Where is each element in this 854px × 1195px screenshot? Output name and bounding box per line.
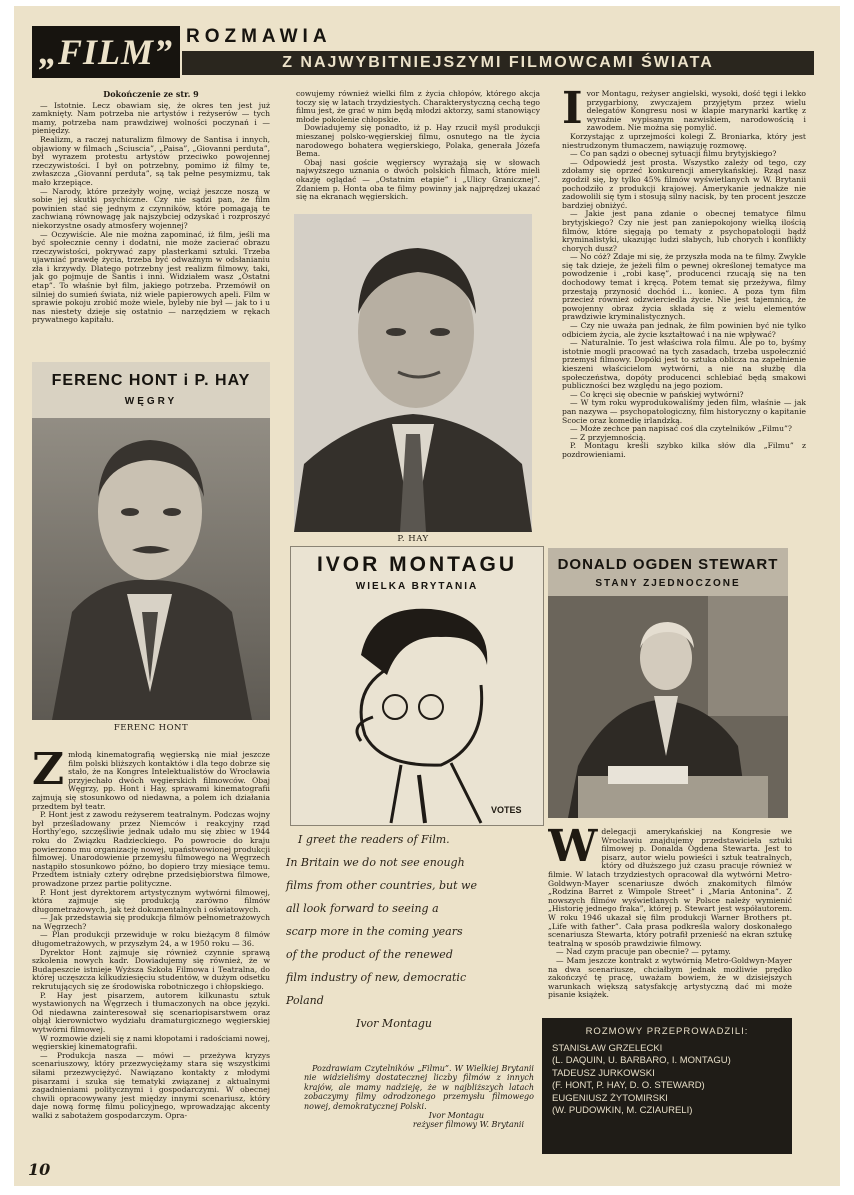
paragraph: Dowiadujemy się ponadto, iż p. Hay rzucił myśl produkcji mieszanej polsko-węgierskiej filmu, osnutego na tle życia narodowego bohatera węgierskiego, Polaka, generała Józefa Bema. [296,123,540,159]
hay-photo [294,214,532,532]
paragraph: — Co kręci się obecnie w pańskiej wytwórni? [570,389,744,399]
paragraph: P. Hay jest pisarzem, autorem kilkunastu sztuk wystawionych na Węgrzech i tłumaczonych na obce języki. Od niedawna zainteresował się scenariopisarstwem oraz objął kierownictwo wydziału dramaturgicznego węgierskiej wytwórni filmowej. [32,990,270,1034]
paragraph: delegacji amerykańskiej na Kongresie we Wrocławiu znajdujemy przedstawiciela sztuki filmowej p. Donalda Ogdena Stewarta. Jest to pisarz, autor wielu powieści i sztuk teatralnych, który od dłuższego już czasu pracuje również w filmie. W latach trzydziestych opracował dla wytwórni Metro-Goldwyn-Mayer scenariusze dwóch znakomitych filmów „Rodzina Barret z Wimpole Street” i „Maria Antonina”. Z nowszych filmów wyświetlanych w Polsce należy wymienić „Historię jednego fraka”, której p. Stewart jest współautorem. W roku 1946 ukazał się film produkcji Warner Brothers pt. „Life with father”. Cała prasa podkreśla walory doskonałego scenariusza Stewarta, który potrafił przenieść na ekran sztukę teatralną w sposób prawdziwie filmowy. [548,828,792,948]
hay-caption: P. HAY [397,534,429,544]
hont-photo [32,362,270,720]
handwriting-line: In Britain we do not see enough [286,856,465,869]
hont-country: WĘGRY [124,396,178,407]
stewart-photo [548,548,788,818]
paragraph: — Co pan sądzi o obecnej sytuacji filmu brytyjskiego? [570,149,777,159]
paragraph: — Narody, które przeżyły wojnę, wciąż jeszcze noszą w sobie jej skutki psychiczne. Czy nie sądzi pan, że film powinien stać się jednym z czynników, które pomagają te zachwianą równowagę jak najszybciej odzyskać i rozproszyć niekorzystne osady atmosfery wojennej? [32,186,270,230]
montagu-country: WIELKA BRYTANIA [355,581,479,592]
header-line1: ROZMAWIA [186,26,332,47]
stewart-photo-image [548,596,788,818]
paragraph: — No cóż? Zdaje mi się, że przyszła moda na te filmy. Zwykle się tak dzieje, że jeżeli film o pewnej określonej tematyce ma powodzenie i „robi kasę”, producenci rzucają się na ten dochodowy temat i kręcą. Potem temat się przeżywa, filmy przestają przynosić dochód i... koniec. A poza tym film przecież również odzwierciedla życie. Nie jest tajemnicą, że powojenny obraz życia składa się z wielu elementów prawdziwie kryminalistycznych. [562,252,806,322]
montagu-article [562,90,806,542]
paragraph: — Może zechce pan napisać coś dla czytelników „Filmu”? [570,424,792,434]
hont-article [32,751,270,1161]
handwriting-line: I greet the readers of Film. [298,833,450,846]
credits-line: (W. PUDOWKIN, M. CZIAURELI) [552,1105,693,1116]
dropcap: I [562,90,583,134]
paragraph: — Naturalnie. To jest właściwa rola filmu. Ale po to, byśmy istotnie mogli pracować na tych zasadach, trzeba uspołecznić przemysł filmowy. Dopóki jest to sztuka oblicza na zapełnienie kieszeni właścicielom wytwórni, a nie na służbę dla społeczeństwa, dopóty producenci schlebiać będą smakowi publiczności bez względu na jego poziom. [562,338,806,391]
paragraph: P. Montagu kreśli szybko kilka słów dla „Filmu” z pozdrowieniami. [562,441,806,459]
artist-signature: VOTES [491,805,522,815]
paragraph: — Z przyjemnością. [570,432,646,442]
credits-box [542,1018,792,1154]
paragraph: — Mam jeszcze kontrakt z wytwórnią Metro-Goldwyn-Mayer na dwa scenariusze, chciałbym jednak możliwie prędko zakończyć tę pracę, uważam bowiem, że w dzisiejszych warunkach większą satysfakcję artystyczną dać mi może pisanie książek. [548,955,792,1000]
paragraph: — Nad czym pracuje pan obecnie? — pytamy. [556,947,731,957]
header-bar [32,22,814,80]
stewart-country: STANY ZJEDNOCZONE [595,578,741,589]
film-logo: „FILM” [38,32,174,72]
paragraph: — Jakie jest pana zdanie o obecnej tematyce filmu brytyjskiego? Czy nie jest pan zaniepokojony wielką ilością filmów, które sięgają po tematy z psychopatologii bądź kryminalistyki, ukazując ludzi słabych, lub chorych i konflikty chorych dusz? [562,209,806,253]
handwriting-line: all look forward to seeing a [286,902,439,915]
stewart-title: DONALD OGDEN STEWART [557,556,779,573]
montagu-title: IVOR MONTAGU [316,553,518,576]
paragraph: — Produkcja nasza — mówi — przeżywa kryzys scenariuszowy, który przezwyciężamy stara się wszystkimi siłami przezwyciężyć. Nawiązano kontakty z młodymi pisarzami i szuka się tematyki związanej z aktualnymi zagadnieniami politycznymi i gospodarczymi. W obecnej chwili opracowywany jest między innymi scenariusz, który daje nową formę filmu policyjnego, wprowadzając akcenty walki z sabotażem gospodarczym. Opra- [32,1050,270,1120]
paragraph: — Plan produkcji przewiduje w roku bieżącym 8 filmów długometrażowych, w przyszłym 24, a w 1950 roku — 36. [32,930,270,949]
paragraph: — Jak przedstawia się produkcja filmów pełnometrażowych na Węgrzech? [32,913,270,931]
magazine-page [14,6,840,1186]
paragraph: — Odpowiedź jest prosta. Wszystko zależy od tego, czy zdołamy się oprzeć konkurencji amerykańskiej. Rząd nasz zgodził się, by tylko 45% filmów wyświetlanych w W. Brytanii pochodziło z produkcji krajowej. Amerykanie jednakże nie zadowolili się tym i stosują silny nacisk, by ten procent jeszcze bardziej obniżyć. [562,157,806,210]
handwritten-note [286,828,542,1056]
paragraph: — Oczywiście. Ale nie można zapominać, iż film, jeśli ma być społecznie cenny i dodatni, nie może zacierać obrazu rzeczywistości, pokrywać zapy plasterkami sztuki. Trzeba ujawniać prawdę życia, trzeba być odważnym w odsłanianiu zła i krzywdy. Dlatego potrzebny jest realizm filmowy, taki, jak go pojmuje de Santis i inni. Widziałem wasz „Ostatni etap”. To właśnie był film, jakiego potrzeba. Przemówił on silniej do sumień świata, niż wiele papierowych apeli. Film w sprawie pokoju zrobić może wiele, byleby nie był — jak to i u nas niestety dzieje się ostatnio — narzędziem w rękach prywatnego kapitału. [32,229,270,325]
translation-sign: Ivor Montagu [428,1111,484,1121]
handwriting-line: of the product of the renewed [286,948,453,961]
hont-caption: FERENC HONT [113,723,189,733]
credits-line: STANISŁAW GRZELECKI [552,1042,663,1054]
paragraph: Korzystając z uprzejmości kolegi Z. Broniarka, który jest niestrudzonym tłumaczem, nawiązuję rozmowę. [562,131,806,150]
credits-line: TADEUSZ JURKOWSKI [552,1067,655,1079]
credits-line: (L. DAQUIN, U. BARBARO, I. MONTAGU) [552,1055,731,1066]
paragraph: Obaj nasi goście węgierscy wyrażają się w słowach najwyższego uznania o dwóch polskich filmach, które mieli okazję oglądać — „Ostatnim etapie” i „Ulicy Granicznej”. Zdaniem p. Honta oba te filmy powinny jak najprędzej ukazać się na ekranach węgierskich. [296,157,540,202]
handwriting-line: Poland [286,994,324,1007]
intro-column [32,90,270,362]
paragraph: — W tym roku wyprodukowaliśmy jeden film, właśnie — jak pan nazywa — psychopatologiczny, film historyczny o kapitanie Scocie oraz komedię irlandzką. [562,398,806,425]
paragraph: — Istotnie. Lecz obawiam się, że okres ten jest już zamknięty. Nam potrzeba nie artystów i reżyserów — tych mamy, potrzeba nam prawdziwej wolności poczynań i — pieniędzy. [32,100,270,136]
paragraph: P. Hont jest z zawodu reżyserem teatralnym. Podczas wojny był prześladowany przez Niemców i reakcyjny rząd Horthy'ego, szczęśliwie jednak udało mu się zbiec w 1944 roku do Związku Radzieckiego. Po powrocie do kraju powierzono mu organizację nowej, upaństwowionej produkcji filmowej. Unarodowienie przemysłu filmowego na Węgrzech nastąpiło stosunkowo późno, bo dopiero trzy miesiące temu. Przedtem istniały cztery odrębne przedsiębiorstwa filmowe, prowadzone przez partie polityczne. [32,810,270,888]
hont-portrait-image [32,362,270,720]
paragraph: — Czy nie uważa pan jednak, że film powinien być nie tylko odbiciem życia, ale życie kształtować i na nie wpływać? [562,321,806,339]
handwriting-line: films from other countries, but we [286,879,477,892]
credits-heading: ROZMOWY PRZEPROWADZILI: [585,1026,749,1037]
translation-sign-role: reżyser filmowy W. Brytanii [412,1120,524,1130]
handwriting-line: scarp more in the coming years [286,925,463,938]
hay-article [296,90,540,210]
montagu-drawing [291,595,543,825]
stewart-article [548,828,792,1010]
paragraph: P. Hont jest dyrektorem artystycznym wytwórni filmowej, która zajmuje się produkcją zarówno filmów długometrażowych, jak też dokumentalnych i oświatowych. [32,887,270,914]
montagu-translation [304,1064,534,1154]
paragraph: cowujemy również wielki film z życia chłopów, którego akcja toczy się w latach trzydziestych. Charakterystyczną cechą tego filmu jest, że grać w nim będą młodzi aktorzy, sami stanowiący młode pokolenie chłopskie. [296,90,540,124]
paragraph: młodą kinematografią węgierską nie miał jeszcze film polski bliższych kontaktów i dla tego dobrze się stało, że na Kongres Intelektualistów do Wrocławia przyjechało dwóch węgierskich filmowców. Obaj Węgrzy, pp. Hont i Hay, sprawami kinematografii zajmują się stosunkowo od niedawna, a polem ich działania przedtem był teatr. [32,751,270,811]
credits-line: (F. HONT, P. HAY, D. O. STEWARD) [552,1080,705,1091]
continued-note: Dokończenie ze str. 9 [103,90,199,99]
paragraph: Pozdrawiam Czytelników „Filmu”. W Wielkiej Brytanii nie widzieliśmy dostatecznej liczby filmów z innych krajów, ale mamy nadzieję, że w najbliższych latach zobaczymy filmy odrodzonego przemysłu filmowego nowej, demokratycznej Polski. [304,1064,534,1111]
dropcap: W [548,828,598,872]
paragraph: Dyrektor Hont zajmuje się również czynnie sprawą szkolenia nowych kadr. Dowiadujemy się również, że w Budapeszcie istnieje Wyższa Szkoła Filmowa i Teatralna, do której uczęszcza kilkudziesięciu studentów, w dużym odsetku rekrutujących się ze środowiska robotniczego i chłopskiego. [32,947,270,992]
header-line2: Z NAJWYBITNIEJSZYMI FILMOWCAMI ŚWIATA [282,54,714,71]
montagu-caricature [290,546,544,826]
dropcap: Z [32,751,65,795]
hay-portrait-image [294,214,532,532]
handwriting-line: Ivor Montagu [356,1017,433,1030]
handwriting-line: film industry of new, democratic [286,971,467,984]
paragraph: vor Montagu, reżyser angielski, wysoki, dość tęgi i lekko przygarbiony, zwyczajem przyjętym przez wielu delegatów Kongresu nosi w klapie marynarki kartkę z wyraźnie wypisanym nazwiskiem, narodowością i zawodem. Nie można się pomylić. [586,90,806,133]
paragraph: Realizm, a raczej naturalizm filmowy de Santisa i innych, objawiony w filmach „Sciuscia”, „Paisa”, „Giovanni perduta”, był wyrazem protestu artystów przeciwko powojennej rzeczywistości. I był on potrzebny, pomimo iż filmy te, zwłaszcza „Giovanni perduta”, są tak pełne pesymizmu, tak mało krzepiące. [32,134,270,187]
paragraph: W rozmowie dzieli się z nami kłopotami i radościami nowej, węgierskiej kinematografii. [32,1033,270,1052]
page-number: 10 [28,1160,51,1179]
hont-title: FERENC HONT i P. HAY [51,372,251,389]
credits-line: EUGENIUSZ ŻYTOMIRSKI [552,1092,668,1104]
